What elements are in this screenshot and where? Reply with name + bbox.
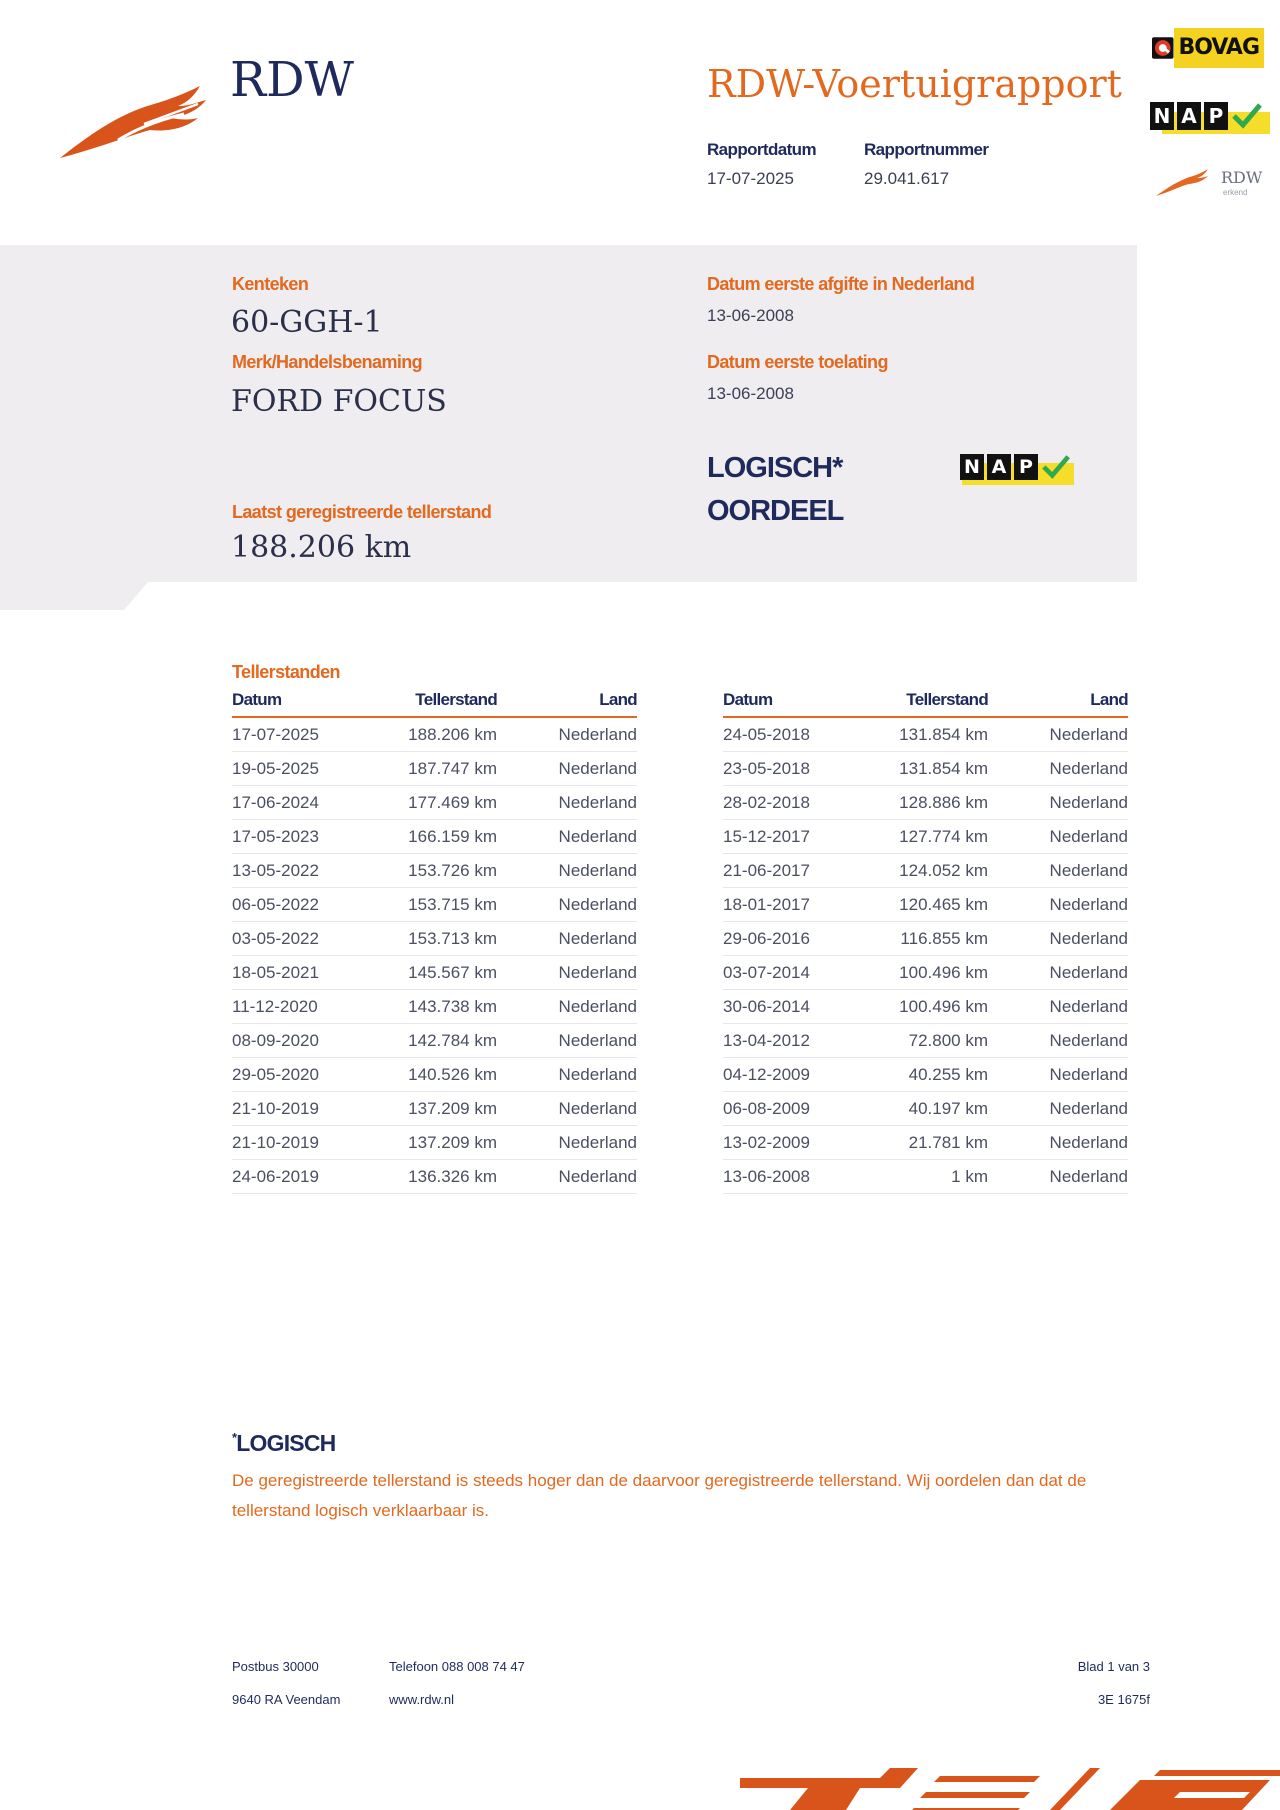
row-country: Nederland [558, 928, 637, 948]
plate-value: 60-GGH-1 [231, 305, 383, 340]
bovag-label: BOVAG [1174, 28, 1265, 68]
row-country: Nederland [558, 996, 637, 1016]
table-row [232, 752, 637, 786]
row-date: 24-06-2019 [232, 1166, 319, 1186]
nap-letter-a: A [1177, 102, 1201, 130]
explanation-title [232, 1430, 335, 1457]
row-odometer: 21.781 km [908, 1132, 988, 1152]
odometer-table-right [723, 690, 1128, 1194]
table-row [232, 854, 637, 888]
row-country: Nederland [1049, 758, 1128, 778]
row-odometer: 153.713 km [408, 928, 497, 948]
row-date: 28-02-2018 [723, 792, 810, 812]
verdict-checkmark-icon [1041, 453, 1071, 481]
rdw-logo-icon [58, 80, 208, 162]
nap-verdict-letter-a: A [987, 454, 1011, 480]
row-date: 03-07-2014 [723, 962, 810, 982]
table-row [723, 956, 1128, 990]
row-country: Nederland [558, 792, 637, 812]
rdw-small-logo-icon [1155, 168, 1209, 198]
col-country-header: Land [599, 690, 637, 709]
row-country: Nederland [558, 758, 637, 778]
table-row [232, 820, 637, 854]
row-date: 04-12-2009 [723, 1064, 810, 1084]
row-odometer: 145.567 km [408, 962, 497, 982]
row-country: Nederland [1049, 962, 1128, 982]
table-row [723, 752, 1128, 786]
table-row [232, 990, 637, 1024]
brand-name: RDW [230, 52, 354, 108]
col-odometer-header: Tellerstand [415, 690, 497, 709]
row-odometer: 137.209 km [408, 1132, 497, 1152]
col-odometer-header: Tellerstand [906, 690, 988, 709]
table-header [232, 690, 637, 718]
row-country: Nederland [1049, 1030, 1128, 1050]
odometer-table-left [232, 690, 637, 1194]
row-country: Nederland [1049, 1166, 1128, 1186]
table-row [232, 718, 637, 752]
row-country: Nederland [558, 1132, 637, 1152]
report-number: 29.041.617 [864, 169, 950, 188]
row-country: Nederland [1049, 996, 1128, 1016]
table-row [232, 922, 637, 956]
first-admission-value: 13-06-2008 [707, 384, 794, 403]
plate-label: Kenteken [232, 274, 309, 294]
row-date: 13-06-2008 [723, 1166, 810, 1186]
explanation-title-text: LOGISCH [236, 1430, 336, 1456]
footer-phone: Telefoon 088 008 74 47 [389, 1659, 525, 1674]
vehicle-panel-background [0, 245, 1137, 610]
row-date: 13-04-2012 [723, 1030, 810, 1050]
rdw-erkend-logo [1155, 166, 1265, 200]
row-country: Nederland [558, 1098, 637, 1118]
row-date: 29-05-2020 [232, 1064, 319, 1084]
table-row [723, 1160, 1128, 1194]
row-date: 06-08-2009 [723, 1098, 810, 1118]
table-header [723, 690, 1128, 718]
checkmark-icon [1231, 101, 1263, 131]
row-date: 30-06-2014 [723, 996, 810, 1016]
row-date: 13-05-2022 [232, 860, 319, 880]
row-odometer: 72.800 km [908, 1030, 988, 1050]
row-date: 17-06-2024 [232, 792, 319, 812]
row-date: 15-12-2017 [723, 826, 810, 846]
table-row [232, 1126, 637, 1160]
row-odometer: 137.209 km [408, 1098, 497, 1118]
footer-decoration-stripes [730, 1752, 1280, 1810]
row-odometer: 131.854 km [899, 724, 988, 744]
bovag-emblem-icon [1152, 26, 1174, 70]
row-odometer: 177.469 km [408, 792, 497, 812]
row-country: Nederland [1049, 826, 1128, 846]
row-country: Nederland [558, 1166, 637, 1186]
report-date-label: Rapportdatum [707, 140, 816, 159]
table-row [232, 888, 637, 922]
row-country: Nederland [558, 724, 637, 744]
row-date: 11-12-2020 [232, 996, 318, 1016]
table-row [723, 990, 1128, 1024]
row-odometer: 124.052 km [899, 860, 988, 880]
footer-postbus: Postbus 30000 [232, 1659, 319, 1674]
row-date: 17-07-2025 [232, 724, 319, 744]
table-row [232, 1092, 637, 1126]
row-odometer: 153.715 km [408, 894, 497, 914]
row-date: 18-05-2021 [232, 962, 319, 982]
footer-code: 3E 1675f [1097, 1692, 1150, 1707]
last-odometer-value: 188.206 km [231, 530, 412, 565]
table-row [723, 854, 1128, 888]
row-odometer: 153.726 km [408, 860, 497, 880]
row-odometer: 40.197 km [908, 1098, 988, 1118]
footer-address: 9640 RA Veendam [232, 1692, 341, 1707]
row-date: 17-05-2023 [232, 826, 319, 846]
table-row [232, 786, 637, 820]
make-value: FORD FOCUS [231, 384, 447, 419]
row-country: Nederland [1049, 894, 1128, 914]
row-odometer: 128.886 km [899, 792, 988, 812]
row-date: 06-05-2022 [232, 894, 319, 914]
verdict-line-2: OORDEEL [707, 495, 844, 527]
row-country: Nederland [1049, 1064, 1128, 1084]
table-row [723, 786, 1128, 820]
bovag-logo [1152, 26, 1264, 70]
row-country: Nederland [1049, 724, 1128, 744]
verdict-line-1: LOGISCH* [707, 452, 843, 484]
row-date: 24-05-2018 [723, 724, 810, 744]
row-country: Nederland [1049, 1098, 1128, 1118]
nap-letter-p: P [1204, 102, 1228, 130]
row-odometer: 166.159 km [408, 826, 497, 846]
row-odometer: 143.738 km [408, 996, 497, 1016]
table-row [723, 1126, 1128, 1160]
row-odometer: 100.496 km [899, 962, 988, 982]
footer-web[interactable]: www.rdw.nl [389, 1692, 455, 1707]
first-issue-nl-value: 13-06-2008 [707, 306, 794, 325]
table-row [723, 1092, 1128, 1126]
row-date: 21-10-2019 [232, 1098, 319, 1118]
first-issue-nl-label: Datum eerste afgifte in Nederland [707, 274, 975, 294]
row-date: 19-05-2025 [232, 758, 319, 778]
row-country: Nederland [558, 1064, 637, 1084]
row-date: 29-06-2016 [723, 928, 810, 948]
row-odometer: 120.465 km [899, 894, 988, 914]
explanation-asterisk: * [232, 1430, 237, 1445]
explanation-text: De geregistreerde tellerstand is steeds hoger dan de daarvoor geregistreerde tellerstand. Wij oordelen dan dat de tellerstand logisch verklaarbaar is. [232, 1471, 1087, 1520]
rdw-small-text: RDW [1221, 168, 1263, 187]
row-country: Nederland [1049, 1132, 1128, 1152]
row-country: Nederland [1049, 860, 1128, 880]
rdw-small-sub: erkend [1223, 188, 1248, 197]
row-country: Nederland [1049, 928, 1128, 948]
table-row [232, 1160, 637, 1194]
nap-logo [1150, 94, 1270, 138]
last-odometer-label: Laatst geregistreerde tellerstand [232, 502, 492, 522]
row-odometer: 136.326 km [408, 1166, 497, 1186]
report-title: RDW-Voertuigrapport [707, 62, 1122, 106]
nap-verdict-letter-n: N [960, 454, 984, 480]
row-odometer: 142.784 km [408, 1030, 497, 1050]
col-country-header: Land [1090, 690, 1128, 709]
row-country: Nederland [558, 1030, 637, 1050]
row-odometer: 187.747 km [408, 758, 497, 778]
report-date: 17-07-2025 [707, 169, 794, 188]
row-country: Nederland [558, 894, 637, 914]
row-odometer: 140.526 km [408, 1064, 497, 1084]
table-row [723, 820, 1128, 854]
nap-verdict-logo [960, 445, 1076, 489]
row-odometer: 116.855 km [900, 928, 988, 948]
report-number-label: Rapportnummer [864, 140, 989, 159]
table-row [723, 888, 1128, 922]
table-row [723, 922, 1128, 956]
table-row [723, 1024, 1128, 1058]
row-date: 03-05-2022 [232, 928, 319, 948]
row-date: 13-02-2009 [723, 1132, 810, 1152]
row-odometer: 1 km [951, 1166, 988, 1186]
row-odometer: 188.206 km [408, 724, 497, 744]
table-row [723, 1058, 1128, 1092]
row-country: Nederland [558, 826, 637, 846]
table-row [723, 718, 1128, 752]
row-country: Nederland [558, 860, 637, 880]
footer-page: Blad 1 van 3 [1077, 1659, 1150, 1674]
row-date: 23-05-2018 [723, 758, 810, 778]
row-odometer: 131.854 km [899, 758, 988, 778]
odometer-section-title: Tellerstanden [232, 662, 340, 682]
first-admission-label: Datum eerste toelating [707, 352, 888, 372]
table-row [232, 956, 637, 990]
table-row [232, 1058, 637, 1092]
nap-verdict-letter-p: P [1014, 454, 1038, 480]
nap-letter-n: N [1150, 102, 1174, 130]
row-date: 21-10-2019 [232, 1132, 319, 1152]
row-country: Nederland [1049, 792, 1128, 812]
col-date-header: Datum [232, 690, 282, 709]
row-date: 21-06-2017 [723, 860, 810, 880]
table-row [232, 1024, 637, 1058]
row-odometer: 100.496 km [899, 996, 988, 1016]
row-date: 08-09-2020 [232, 1030, 319, 1050]
row-date: 18-01-2017 [723, 894, 810, 914]
row-odometer: 40.255 km [908, 1064, 988, 1084]
row-odometer: 127.774 km [899, 826, 988, 846]
col-date-header: Datum [723, 690, 773, 709]
make-label: Merk/Handelsbenaming [232, 352, 423, 372]
row-country: Nederland [558, 962, 637, 982]
